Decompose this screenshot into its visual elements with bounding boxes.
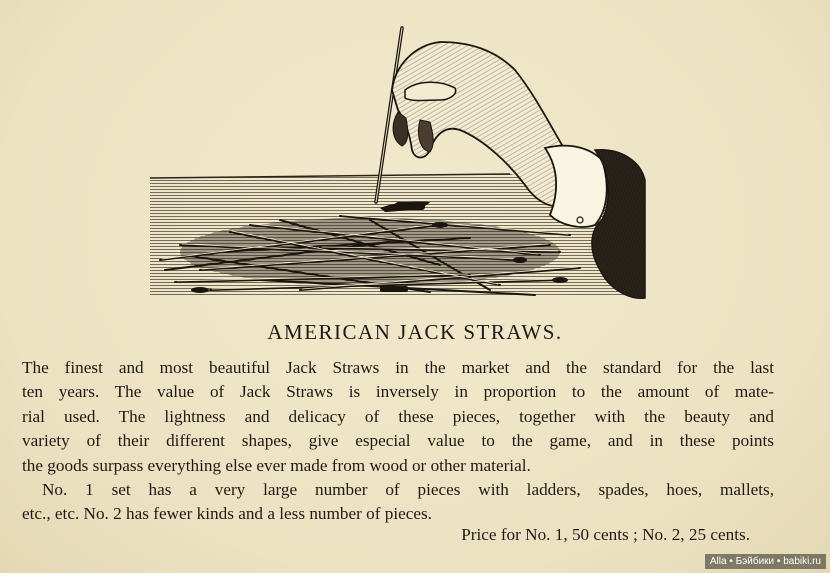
description-line-2: ten years. The value of Jack Straws is inversely in proportion to the amount of mate- xyxy=(22,382,774,402)
description-paragraph xyxy=(22,356,774,527)
description-line-7: etc., etc. No. 2 has fewer kinds and a less number of pieces. xyxy=(22,504,432,524)
description-line-3: rial used. The lightness and delicacy of these pieces, together with the beauty and xyxy=(22,406,774,426)
description-line-6: No. 1 set has a very large number of pieces with ladders, spades, hoes, mallets, xyxy=(42,480,774,500)
description-line-5: the goods surpass everything else ever made from wood or other material. xyxy=(22,455,531,475)
catalog-title: AMERICAN JACK STRAWS. xyxy=(267,320,563,344)
price-line: Price for No. 1, 50 cents ; No. 2, 25 cents. xyxy=(461,525,750,544)
hand-picking-jack-straws-icon xyxy=(140,20,660,310)
source-watermark: Alla • Бэйбики • babiki.ru xyxy=(705,554,826,569)
description-line-4: variety of their different shapes, give especial value to the game, and in these points xyxy=(22,431,774,451)
description-line-1: The finest and most beautiful Jack Straws in the market and the standard for the last xyxy=(22,358,774,377)
